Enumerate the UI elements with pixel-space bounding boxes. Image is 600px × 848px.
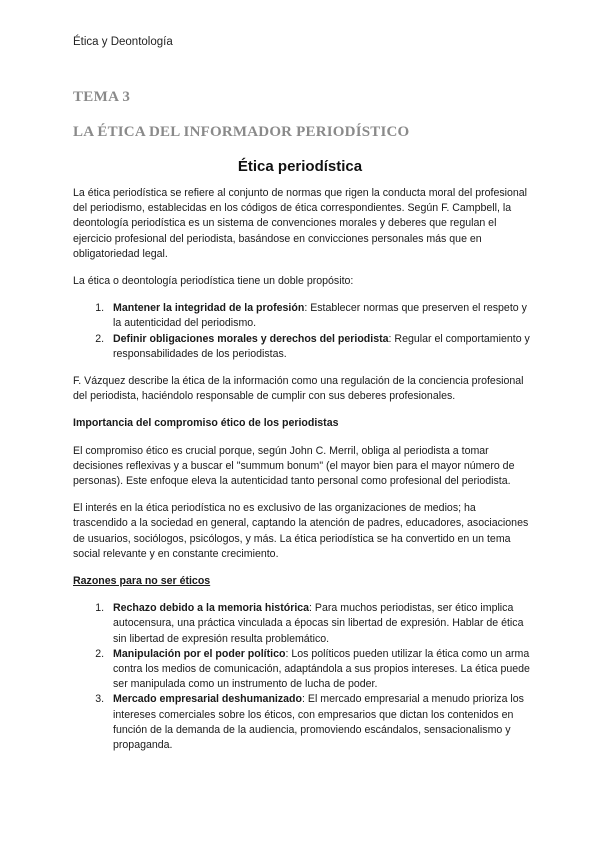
list-item-term: Rechazo debido a la memoria histórica (113, 602, 310, 615)
subheading-reasons: Razones para no ser éticos (73, 575, 211, 588)
paragraph-interest: El interés en la ética periodística no es exclusivo de las organizaciones de medios; ha trascendido a la sociedad en general, captando la atención de padres, educadores, asociaciones de usuarios, sociólogos, psicólogos, y más. La ética periodística se ha convertido en un tema social relevante y en constante crecimiento. (73, 502, 529, 560)
list-item-text: : Establecer normas que preserven el respeto y la autenticidad del periodismo. (113, 302, 527, 330)
list-item (107, 332, 533, 362)
list-item-term: Mantener la integridad de la profesión (113, 302, 305, 315)
list-item-term: Mercado empresarial deshumanizado (113, 693, 302, 706)
subheading-importance: Importancia del compromiso ético de los periodistas (73, 417, 339, 430)
section-title: Ética periodística (237, 158, 363, 175)
list-item-text: : Regular el comportamiento y responsabilidades de los periodistas. (113, 332, 530, 360)
purpose-list (73, 301, 533, 362)
list-item-term: Manipulación por el poder político (113, 647, 286, 660)
list-item (107, 647, 533, 693)
list-item (107, 601, 533, 647)
reasons-list (73, 601, 533, 753)
paragraph-definition: La ética periodística se refiere al conjunto de normas que rigen la conducta moral del profesional del periodismo, establecidas en los códigos de ética correspondientes. Según F. Campbell, la deontología periodística es un sistema de convenciones morales y deberes que regulan el ejercicio profesional del periodista, basándose en convicciones personales más que en obligatoriedad legal. (73, 187, 528, 260)
document-body (73, 186, 533, 765)
list-item (107, 692, 533, 753)
list-item-term: Definir obligaciones morales y derechos del periodista (113, 332, 389, 345)
page-header: Ética y Deontología (73, 36, 173, 48)
list-item-text: : El mercado empresarial a menudo prioriza los intereses comerciales sobre los éticos, con empresarios que dictan los contenidos en función de la demanda de la audiencia, promoviendo escándalos, sensacionalismo y propaganda. (113, 693, 524, 752)
paragraph-merril: El compromiso ético es crucial porque, según John C. Merril, obliga al periodista a tomar decisiones reflexivas y a buscar el "summum bonum" (el mayor bien para el mayor número de personas). Este enfoque eleva la autenticidad tanto personal como profesional del periodista. (73, 444, 515, 488)
list-item (107, 301, 533, 331)
paragraph-purpose-intro: La ética o deontología periodística tiene un doble propósito: (73, 275, 354, 288)
tema-number: TEMA 3 (73, 89, 131, 105)
paragraph-vazquez: F. Vázquez describe la ética de la información como una regulación de la conciencia profesional del periodista, haciéndolo responsable de cumplir con sus deberes profesionales. (73, 375, 524, 403)
list-item-text: : Los políticos pueden utilizar la ética como un arma contra los medios de comunicación, adaptándola a sus propios intereses. La ética puede ser manipulada como un instrumento de lucha de poder. (113, 647, 530, 691)
list-item-text: : Para muchos periodistas, ser ético implica autocensura, una práctica vinculada a épocas sin libertad de expresión. Hablar de ética sin libertad de expresión resulta problemático. (113, 602, 524, 645)
chapter-title: LA ÉTICA DEL INFORMADOR PERIODÍSTICO (73, 124, 410, 140)
